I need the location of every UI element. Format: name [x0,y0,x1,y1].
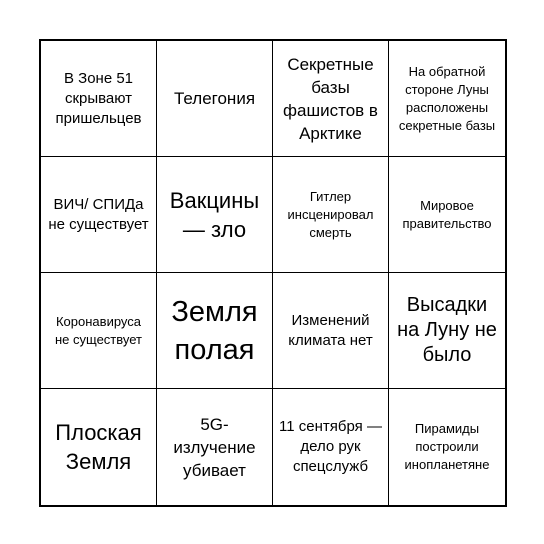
bingo-cell[interactable]: Плоская Земля [41,389,157,505]
bingo-cell[interactable]: Мировое правительство [389,157,505,273]
bingo-cell[interactable]: ВИЧ/ СПИДа не существует [41,157,157,273]
bingo-cell[interactable]: 5G-излучение убивает [157,389,273,505]
bingo-cell[interactable]: Коронавируса не существует [41,273,157,389]
bingo-cell[interactable]: Земля полая [157,273,273,389]
bingo-cell[interactable]: Секретные базы фашистов в Арктике [273,41,389,157]
bingo-cell[interactable]: Изменений климата нет [273,273,389,389]
bingo-cell[interactable]: Высадки на Луну не было [389,273,505,389]
bingo-cell[interactable]: На обратной стороне Луны расположены секретные базы [389,41,505,157]
bingo-cell[interactable]: Вакцины — зло [157,157,273,273]
bingo-board [39,39,507,507]
bingo-cell[interactable]: Телегония [157,41,273,157]
bingo-cell[interactable]: 11 сентября — дело рук спецслужб [273,389,389,505]
bingo-cell[interactable]: Гитлер инсценировал смерть [273,157,389,273]
bingo-cell[interactable]: Пирамиды построили инопланетяне [404,421,490,472]
bingo-cell[interactable]: В Зоне 51 скрывают пришельцев [41,41,157,157]
